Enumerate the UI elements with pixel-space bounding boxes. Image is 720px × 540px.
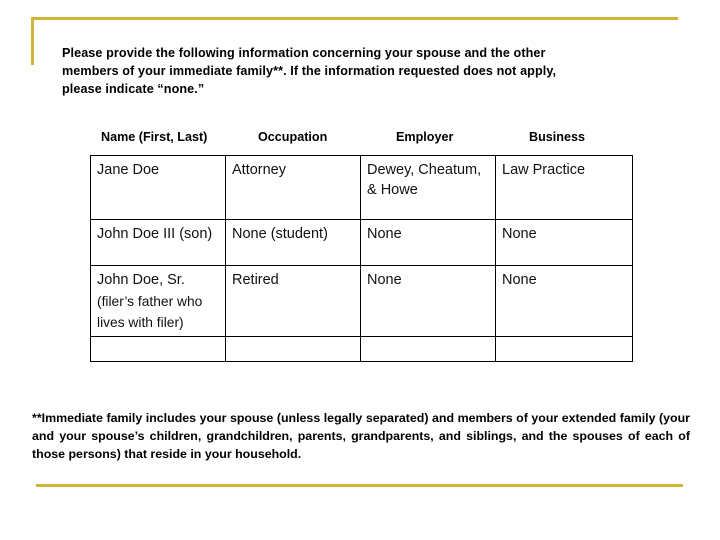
- cell-employer[interactable]: Dewey, Cheatum, & Howe: [361, 156, 496, 220]
- header-business: Business: [529, 130, 585, 144]
- instructions-line-1: Please provide the following information concerning your spouse and the other: [62, 46, 546, 60]
- instructions-line-3: please indicate “none.”: [62, 82, 205, 96]
- header-occupation: Occupation: [258, 130, 328, 144]
- cell-business[interactable]: None: [496, 220, 633, 266]
- header-name: Name (First, Last): [101, 130, 208, 144]
- cell-employer[interactable]: None: [361, 220, 496, 266]
- cell-business[interactable]: Law Practice: [496, 156, 633, 220]
- instructions-paragraph: [62, 44, 642, 98]
- table-row: [91, 156, 633, 220]
- cell-business[interactable]: None: [496, 266, 633, 337]
- left-rule: [31, 17, 34, 65]
- family-table: [90, 155, 633, 362]
- instructions-line-2: members of your immediate family**. If the information requested does not apply,: [62, 64, 557, 78]
- table-row: [91, 220, 633, 266]
- table-row-empty: [91, 336, 633, 361]
- table-row: [91, 266, 633, 337]
- bottom-rule: [36, 484, 683, 487]
- cell-occupation[interactable]: Attorney: [226, 156, 361, 220]
- header-employer: Employer: [396, 130, 454, 144]
- top-rule: [31, 17, 678, 20]
- cell-occupation[interactable]: Retired: [226, 266, 361, 337]
- cell-business[interactable]: [496, 336, 633, 361]
- cell-name[interactable]: [91, 266, 226, 337]
- cell-name[interactable]: [91, 336, 226, 361]
- cell-name[interactable]: John Doe III (son): [91, 220, 226, 266]
- cell-occupation[interactable]: [226, 336, 361, 361]
- cell-name[interactable]: Jane Doe: [91, 156, 226, 220]
- cell-employer[interactable]: [361, 336, 496, 361]
- cell-occupation[interactable]: None (student): [226, 220, 361, 266]
- cell-name-note: (filer’s father who lives with filer): [97, 293, 203, 330]
- cell-name-primary: John Doe, Sr.: [97, 272, 185, 288]
- footnote: **Immediate family includes your spouse (unless legally separated) and members of your extended family (your and your spouse’s children, grandchildren, parents, grandparents, and siblings, and the spouses of each of those persons) that reside in your household.: [32, 411, 690, 461]
- cell-employer[interactable]: None: [361, 266, 496, 337]
